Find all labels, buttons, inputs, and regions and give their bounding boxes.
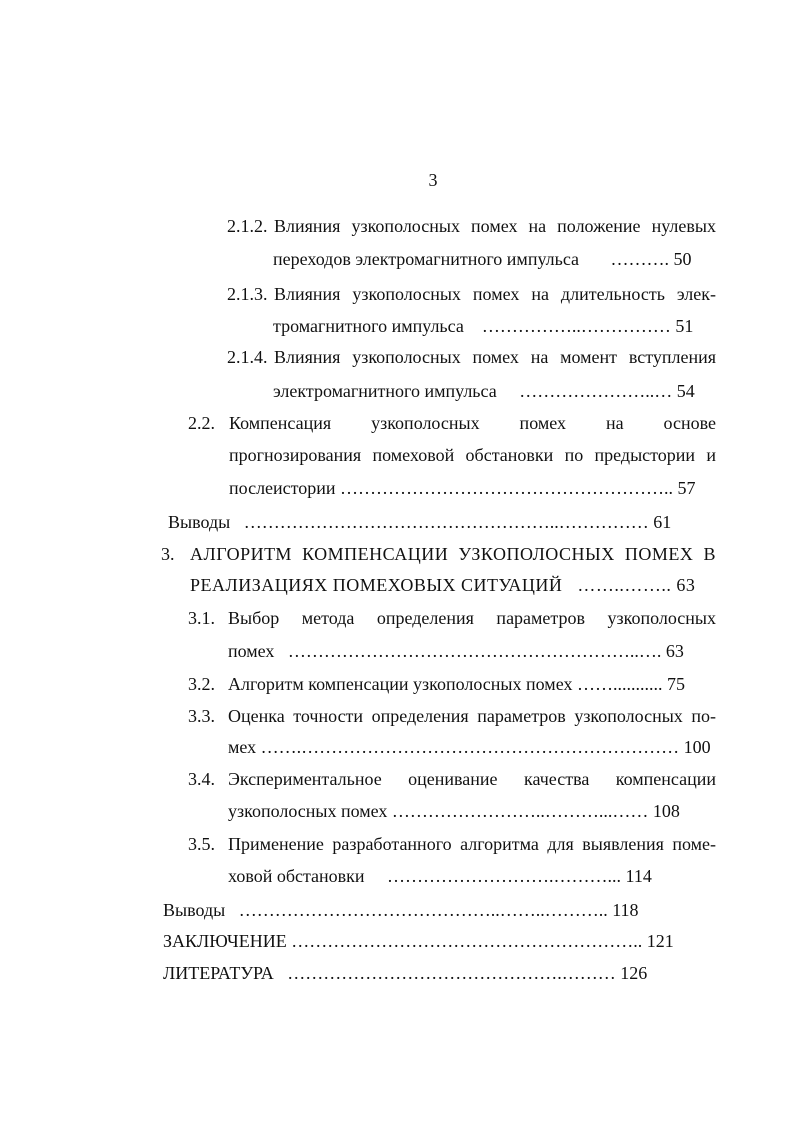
toc-number: 3.2. [188,674,215,694]
toc-number: 2.1.4. [227,347,268,367]
toc-entry-text: Алгоритм компенсации узкополосных помех ……........... 75 [228,674,685,694]
toc-number: 3.1. [188,608,215,628]
toc-entry-text: ЗАКЛЮЧЕНИЕ ………………………………………………….. 121 [163,931,674,951]
toc-entry-text: прогнозирования помеховой обстановки по предыстории и [229,445,716,465]
toc-entry-text: помех …………………………………………………..…. 63 [228,641,684,661]
toc-number: 2.2. [188,413,215,433]
toc-entry-text: ЛИТЕРАТУРА ……………………………………….……… 126 [163,963,648,983]
toc-entry-text: Выводы ……………………………………………..…………… 61 [168,512,672,532]
toc-chapter-title: АЛГОРИТМ КОМПЕНСАЦИИ УЗКОПОЛОСНЫХ ПОМЕХ В [190,544,716,564]
toc-entry-text: Влияния узкополосных помех на момент вступления [274,347,716,367]
toc-number: 2.1.3. [227,284,268,304]
toc-number: 3.5. [188,834,215,854]
toc-entry-text: узкополосных помех ……………………..………...…… 108 [228,801,680,821]
toc-number: 2.1.2. [227,216,268,236]
toc-entry-text: Экспериментальное оценивание качества компенсации [228,769,716,789]
page-number: 3 [428,170,438,190]
toc-entry-text: переходов электромагнитного импульса ………. 50 [273,249,692,269]
toc-entry-text: электромагнитного импульса …………………..… 54 [273,381,695,401]
toc-entry-text: послеистории ……………………………………………….. 57 [229,478,696,498]
toc-entry-text: Оценка точности определения параметров узкополосных по- [228,706,716,726]
toc-number: 3. [161,544,175,564]
toc-entry-text: Применение разработанного алгоритма для выявления поме- [228,834,716,854]
toc-number: 3.4. [188,769,215,789]
toc-entry-text: Влияния узкополосных помех на положение нулевых [274,216,716,236]
toc-entry-text: Выводы ……………………………………..……..……….. 118 [163,900,639,920]
toc-number: 3.3. [188,706,215,726]
toc-entry-text: Выбор метода определения параметров узкополосных [228,608,716,628]
toc-entry-text: Влияния узкополосных помех на длительность элек- [274,284,716,304]
toc-entry-text: мех …….……………………………………………………… 100 [228,737,711,757]
toc-chapter-title: РЕАЛИЗАЦИЯХ ПОМЕХОВЫХ СИТУАЦИЙ ……..…….. 63 [190,575,696,595]
toc-entry-text: ховой обстановки ……………………….………... 114 [228,866,652,886]
toc-entry-text: Компенсация узкополосных помех на основе [229,413,716,433]
toc-entry-text: тромагнитного импульса ……………..…………… 51 [273,316,694,336]
